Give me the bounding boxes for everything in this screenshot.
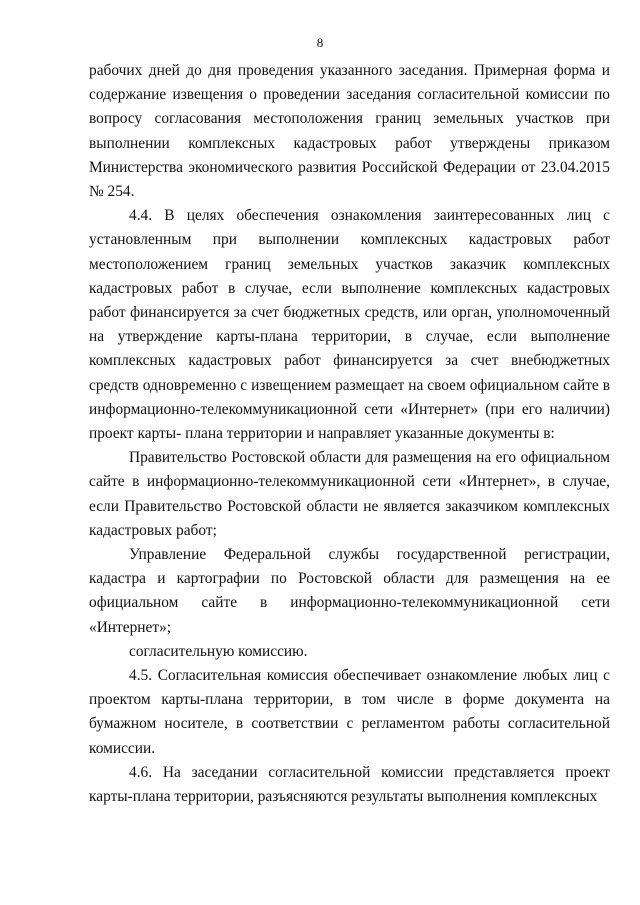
page-number: 8: [316, 35, 324, 50]
document-body: [89, 59, 610, 809]
paragraph-recipient-rosreestr: Управление Федеральной службы государственной регистрации, кадастра и картографии по Ростовской области для размещения на ее официальном сайте в информационно-телекоммуникационной сети «Интернет»;: [89, 546, 610, 636]
paragraph-4-5: 4.5. Согласительная комиссия обеспечивает ознакомление любых лиц с проектом карты-плана территории, в том числе в форме документа на бумажном носителе, в соответствии с регламентом работы согласительной комиссии.: [89, 667, 610, 757]
paragraph-recipient-commission: согласительную комиссию.: [129, 642, 308, 660]
paragraph-4-4: 4.4. В целях обеспечения ознакомления заинтересованных лиц с установленным при выполнении комплексных кадастровых работ местоположением границ земельных участков заказчик комплексных кадастровых работ в случае, если выполнение комплексных кадастровых работ финансируется за счет бюджетных средств, или орган, уполномоченный на утверждение карты-плана территории, в случае, если выполнение комплексных кадастровых работ финансируется за счет внебюджетных средств одновременно с извещением размещает на своем официальном сайте в информационно-телекоммуникационной сети «Интернет» (при его наличии) проект карты- плана территории и направляет указанные документы в:: [89, 207, 610, 443]
paragraph-4-6: 4.6. На заседании согласительной комиссии представляется проект карты-плана территории, разъясняются результаты выполнения комплексных: [89, 763, 610, 806]
paragraph-recipient-government: Правительство Ростовской области для размещения на его официальном сайте в информационно-телекоммуникационной сети «Интернет», в случае, если Правительство Ростовской области не является заказчиком комплексных кадастровых работ;: [89, 449, 610, 539]
paragraph-continuation: рабочих дней до дня проведения указанного заседания. Примерная форма и содержание извещения о проведении заседания согласительной комиссии по вопросу согласования местоположения границ земельных участков при выполнении комплексных кадастровых работ утверждены приказом Министерства экономического развития Российской Федерации от 23.04.2015 № 254.: [89, 62, 610, 201]
